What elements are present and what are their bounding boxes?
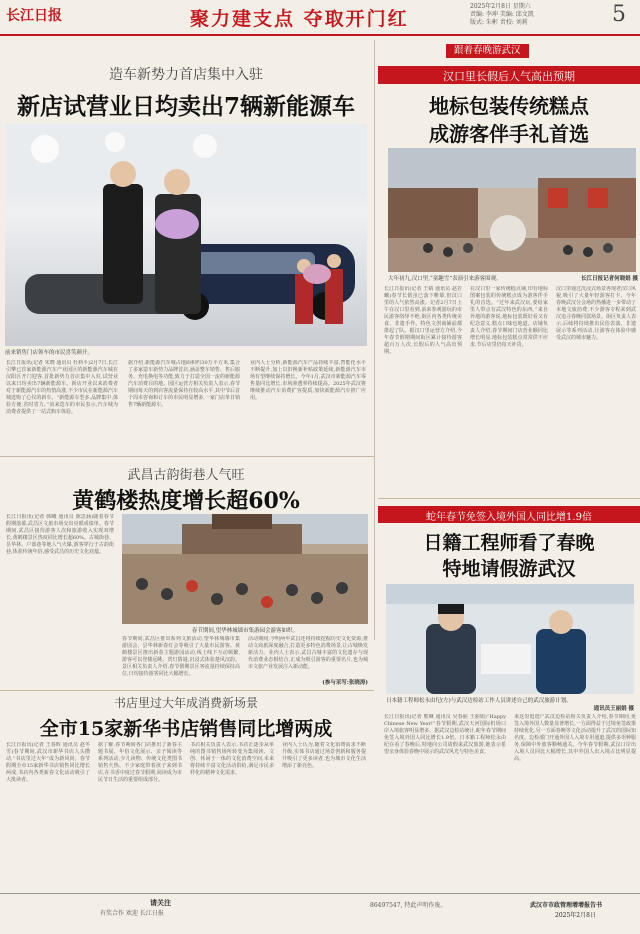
article-body-column-1: 长江日报讯(记者 朱晓 通讯员 杜莉平)2月7日,长江引擎已首家新能源汽车产业园区的新能源汽车城在汉阳区开门迎客,首批新势力首店集中入驻,试营业以来日均卖出7辆新能源车。新店开业以来消费者对于新能源汽车的热情高涨,不少市民在新能源汽车城选购了心仪的新车。“新能源车型多,品牌集中,体验方便,省时省力。”前来选车的市民表示,汽车城为消费者提供了一站式购车体验。 — [6, 360, 118, 415]
article-hankou-li — [378, 36, 640, 496]
footer-right-date: 2025年2月8日 — [555, 912, 596, 919]
article-headline: 新店试营业日均卖出7辆新能源车 — [16, 93, 355, 120]
editors-line-2: 版式: 朱彬 责校: 刘莉 — [470, 19, 528, 26]
divider — [374, 40, 375, 640]
article-body-column-3: 汉口里通过沉浸式场景再现老汉口风貌,吸引了大量年轻游客打卡。今年春晚武汉分会场的热播进一步带动了本地文旅消费,不少游客专程来到武汉追寻春晚同款场景。街区负责人表示,后续将持续推出民俗表演、非遗展示等系列活动,让游客在体验中感受武汉的城市魅力。 — [556, 286, 636, 341]
footer-left-text: 有奖合作 欢迎 长江日报 — [100, 910, 164, 917]
page-slogan: 聚力建支点 夺取开门红 — [190, 8, 409, 30]
article-kicker: 造车新势力首店集中入驻 — [109, 67, 263, 83]
footer-left-label: 请关注 — [150, 898, 171, 907]
divider — [0, 456, 374, 457]
airport-border-check-photo — [386, 584, 634, 694]
editors-line: 责编: 李坤 美编: 邱文凯 — [470, 11, 534, 18]
article-visa-free-visitors — [378, 500, 640, 890]
photo-caption: 春节期间,望华林城墙市集游园会游客如织。 — [191, 628, 299, 634]
article-body-column-4: 业内人士认为,随着文化消费需求不断升级,实体书店通过场景创新和服务提升吸引了更多读者,也为城市文化生活增添了新亮色。 — [282, 742, 366, 769]
article-kicker: 汉口里长假后人气高出预期 — [443, 70, 575, 83]
article-body-column-2: 在汉口里一家传统糕点铺,印有地标图案包装的传统糕点成为游客伴手礼的首选。“过年来武汉玩,要给家里人带点有武汉特色的东西。”来自外地的游客说,地标包装既好看又有纪念意义,糕点口味也地道。店铺负责人介绍,春节期间门店营业额同比增长明显,地标包装糕点常常供不应求,节后店里仍每天补货。 — [470, 286, 548, 348]
photo-caption: 日本籍工程师松永由纪(左)与武汉边检站工作人员讲述自己的武汉旅游计划。 — [386, 698, 572, 704]
car-showroom-photo — [5, 124, 367, 346]
divider — [0, 690, 374, 691]
footer-center-text: 86497547, 特此声明作废。 — [370, 902, 447, 909]
article-body-column-3: 业内人士分析,新能源汽车产品持续丰富,智能化水平不断提升,加上以旧换新补贴政策延续,新能源汽车市场有望继续保持增长。今年1月,武汉市新能源汽车零售量同比增长,市场渗透率持续提高。2025年武汉将继续推动汽车消费扩容提质,加快新能源汽车推广应用。 — [250, 360, 366, 401]
article-body-column-1: 长江日报讯(记者 韩曦 通讯员 陈思涵)随着春节假期落幕,武昌区文旅市场交出亮眼成绩单。春节期间,武昌区接待游客人次和旅游收入实现双增长,黄鹤楼景区热度同比增长超60%。古城街巷、昙华林、户部巷等地人气火爆,游客穿行于古韵街巷,体验传统年俗,感受武昌的历史文化底蕴。 — [6, 514, 114, 555]
article-kicker: 蛇年春节免签入境外国人同比增1.9倍 — [426, 512, 592, 523]
photo-caption: 大年初九,汉口里,“童趣雪”表演引来游客围观。 — [388, 276, 502, 282]
header-info — [470, 3, 600, 27]
masthead — [0, 0, 640, 36]
city-wall-crowd-illustration — [122, 514, 368, 624]
article-new-energy-cars — [0, 36, 372, 454]
article-yellow-crane-tower — [0, 458, 372, 688]
photo-credit: 通讯员王丽娟 摄 — [593, 706, 634, 712]
article-kicker: 书店里过大年成消费新场景 — [113, 696, 258, 710]
border-check-illustration — [386, 584, 634, 694]
article-xinhua-bookstores — [0, 692, 372, 890]
paper-name-logo: 长江日报 — [6, 8, 62, 24]
date-line: 2025年2月8日 星期六 — [470, 3, 531, 10]
street-illustration — [388, 148, 636, 272]
footer-right-text: 武汉市市政管理增增报告书 — [530, 902, 603, 909]
article-body-column-2: 据介绍,新能源汽车城占地面积约30万平方米,集合了多家造车新势力品牌首店,涵盖整车销售、售后服务、充电换电等功能,致力于打造全国一流的新能源汽车消费目的地。园区运营方相关负责人表示,春节期间每天的到店客流量保持在较高水平,其中节后首个周末咨询和订车的市民明显增多,一家门店单日销售7辆新能源车。 — [128, 360, 240, 408]
wuchang-fair-photo — [122, 514, 368, 624]
article-headline-line-2: 成游客伴手礼首选 — [429, 122, 589, 146]
car-showroom-illustration — [5, 124, 367, 346]
article-body-column-3: 活动期间,今明两年武昌还将持续挖掘历史文化资源,推动文商旅深度融合,打造更多特色消费场景,让古城焕发新活力。业内人士表示,武昌古城丰富的文化遗存与现代消费业态相结合,正成为吸引游客的重要名片,也为城市文旅产业发展注入新动能。 — [248, 636, 368, 670]
article-headline-line-2: 特地请假游武汉 — [442, 558, 576, 580]
page-footer — [0, 893, 640, 934]
article-body-column-1: 长江日报讯(记者 王婧 通讯员 赵若曦)春节长假虽已落下帷幕,但汉口里的人气依然高涨。记者2月7日上午在汉口里看到,前来参观游玩的市民游客络绎不绝,街区内各类传统美食、非遗手作、特色文创商铺前都排起了队。据汉口里运营方介绍,今年春节假期期间街区累计接待游客超百万人次,长假后的人气高出预期。 — [384, 286, 462, 355]
article-headline-line-1: 地标包装传统糕点 — [429, 94, 589, 118]
article-body-column-3: 书店相关负责人表示,书店正逐步从单纯的图书销售场所转变为集阅读、文创、休闲于一体的文化消费空间,未来将持续丰富文化活动供给,满足市民多样化的精神文化需求。 — [190, 742, 274, 776]
section-tag: 跟着春晚游武汉 — [446, 44, 529, 58]
article-body-column-2: 据了解,春节期间各门店推出了新春主题书展、年俗文化展示、亲子阅读等系列活动,少儿读物、传统文化类图书销售火热。不少家庭带着孩子来到书店,在书香中度过春节假期,阅读成为市民节日生活的重要组成部分。 — [98, 742, 182, 783]
article-headline-line-1: 日籍工程师看了春晚 — [423, 532, 595, 554]
page-number: 5 — [612, 2, 626, 27]
article-body-column-2: 来这里逛逛!”武汉边检站相关负责人介绍,春节期间,免签入境外国人数量显著增长,一方面得益于过境免签政策持续优化,另一方面春晚等文化活动提升了武汉的国际知名度。边检部门开通外国人入境专用通道,提供多语种服务,保障中外旅客顺畅通关。今年春节假期,武汉口岸出入境人员同比大幅增长,其中外国人出入境占比明显提高。 — [514, 714, 636, 762]
divider — [378, 498, 640, 499]
article-kicker: 武昌古韵街巷人气旺 — [127, 468, 245, 483]
article-body-column-2: 春节期间,武昌区推出系列文旅活动,望华林城墙市集游园会、昙华林新春灯会等吸引了大量市民游客。黄鹤楼景区推出新春主题游园活动,线上线下互动频繁,游客可以登楼远眺、赏灯猜谜,沉浸式体验楚风汉韵。景区相关负责人介绍,春节假期景区客流量持续保持高位,日均接待游客同比大幅增长。 — [122, 636, 240, 677]
photo-caption: 前来销售门店领车的市民喜笑颜开。 — [5, 350, 94, 356]
article-headline: 全市15家新华书店销售同比增两成 — [39, 718, 333, 740]
article-headline: 黄鹤楼热度增长超60% — [72, 488, 300, 514]
photo-credit: 长江日报记者何晓娟 摄 — [581, 276, 638, 282]
photo-credit: (参与采写:张晓涛) — [322, 680, 368, 686]
hankou-li-street-photo — [388, 148, 636, 272]
article-body-column-1: 长江日报讯(记者 王春晖 通讯员 赵冬雪)春节期间,武汉市新华书店人头攒动,“书店里过大年”成为新风尚。春节假期全市15家新华书店销售同比增长两成,书店内各类新春文化活动吸引了大批读者。 — [6, 742, 90, 783]
article-body-column-1: 长江日报讯(记者 熊琳 通讯员 吴春丽 王丽娟)“Happy Chinese New Year!”春节假期,武汉天河国际机场口岸入境旅客明显增多。据武汉边检站统计,蛇年春节期间免签入境外国人同比增长1.9倍。日本籍工程师松永由纪在看了春晚后,特地向公司请假来武汉旅游,她表示希望亲身体验春晚中展示的武汉风光与特色美食。 — [384, 714, 506, 755]
